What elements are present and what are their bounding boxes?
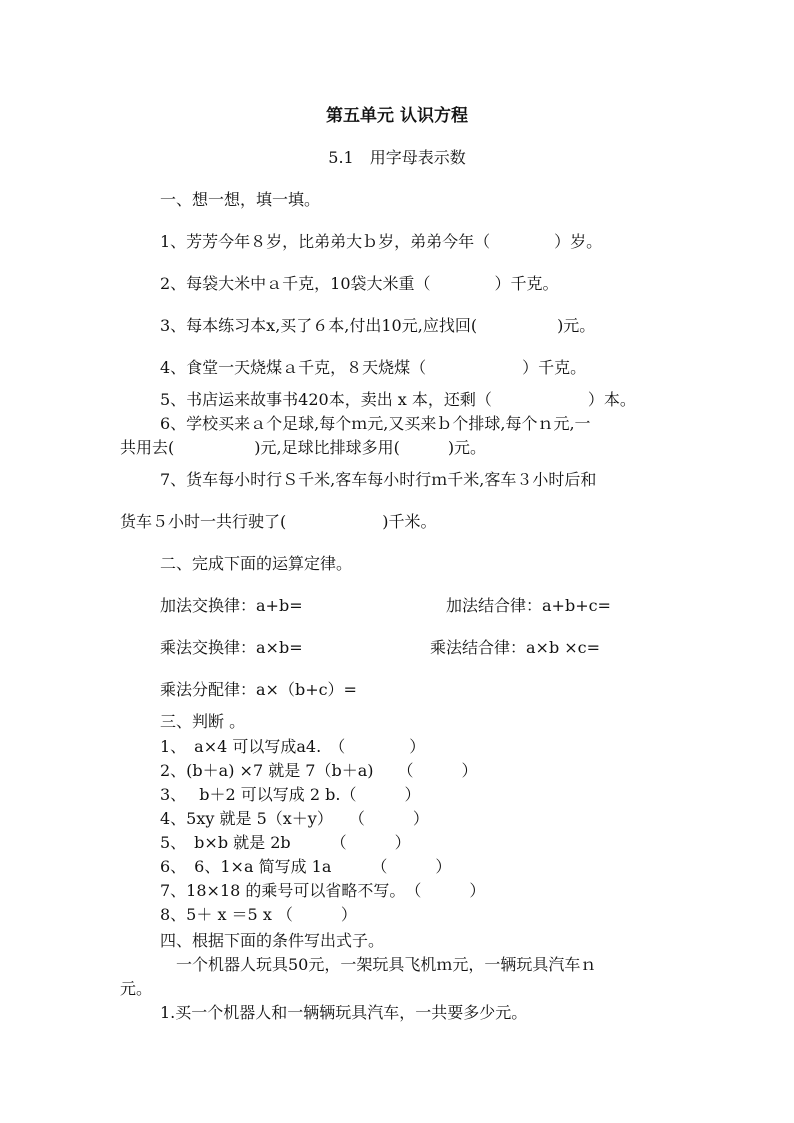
law-addition-associative: 加法结合律：a+b+c= <box>446 596 611 615</box>
page-title: 第五单元 认识方程 <box>326 106 468 126</box>
law-multiplication-commutative: 乘法交换律：a×b= <box>160 638 303 657</box>
fill-item-1: 1、芳芳今年８岁，比弟弟大ｂ岁，弟弟今年（ ）岁。 <box>160 232 603 251</box>
law-multiplication-associative: 乘法结合律：a×b ×c= <box>430 638 601 657</box>
fill-item-4: 4、食堂一天烧煤ａ千克，８天烧煤（ ）千克。 <box>160 358 587 377</box>
fill-item-2: 2、每袋大米中ａ千克，10袋大米重（ ）千克。 <box>160 274 559 293</box>
section-4-heading: 四、根据下面的条件写出式子。 <box>160 931 385 950</box>
law-addition-commutative: 加法交换律：a+b= <box>160 596 303 615</box>
judge-item-8: 8、5＋ x ＝5 x （ ） <box>160 905 357 924</box>
fill-item-5: 5、书店运来故事书420本，卖出 x 本，还剩（ ）本。 <box>160 390 636 409</box>
fill-item-7-line2: 货车５小时一共行驶了( )千米。 <box>120 512 437 531</box>
judge-item-5: 5、 b×b 就是 2b （ ） <box>160 833 411 852</box>
page-subtitle: 5.1 用字母表示数 <box>328 148 466 167</box>
fill-item-6-line1: 6、学校买来ａ个足球,每个ｍ元,又买来ｂ个排球,每个ｎ元,一 <box>160 414 591 433</box>
judge-item-1: 1、 a×4 可以写成a4. （ ） <box>160 737 426 756</box>
section-1-heading: 一、想一想，填一填。 <box>160 190 321 209</box>
judge-item-4: 4、5xy 就是 5（x＋y） （ ） <box>160 809 429 828</box>
judge-item-6: 6、 6、1×a 简写成 1a （ ） <box>160 857 452 876</box>
section-3-heading: 三、判断 。 <box>160 712 246 731</box>
fill-item-7-line1: 7、货车每小时行Ｓ千米,客车每小时行ｍ千米,客车３小时后和 <box>160 470 597 489</box>
section-4-intro-line2: 元。 <box>120 979 153 998</box>
section-2-heading: 二、完成下面的运算定律。 <box>160 554 353 573</box>
fill-item-6-line2: 共用去( )元,足球比排球多用( )元。 <box>120 438 487 457</box>
section-4-question-1: 1.买一个机器人和一辆辆玩具汽车，一共要多少元。 <box>160 1003 528 1022</box>
law-multiplication-distributive: 乘法分配律：a×（b+c）= <box>160 680 357 699</box>
judge-item-7: 7、18×18 的乘号可以省略不写。 （ ） <box>160 881 486 900</box>
fill-item-3: 3、每本练习本x,买了６本,付出10元,应找回( )元。 <box>160 316 596 335</box>
section-4-intro-line1: 一个机器人玩具50元，一架玩具飞机ｍ元，一辆玩具汽车ｎ <box>176 955 597 974</box>
judge-item-3: 3、 b＋2 可以写成 2 b.（ ） <box>160 785 421 804</box>
judge-item-2: 2、(b＋a) ×7 就是 7（b＋a) （ ） <box>160 761 478 780</box>
